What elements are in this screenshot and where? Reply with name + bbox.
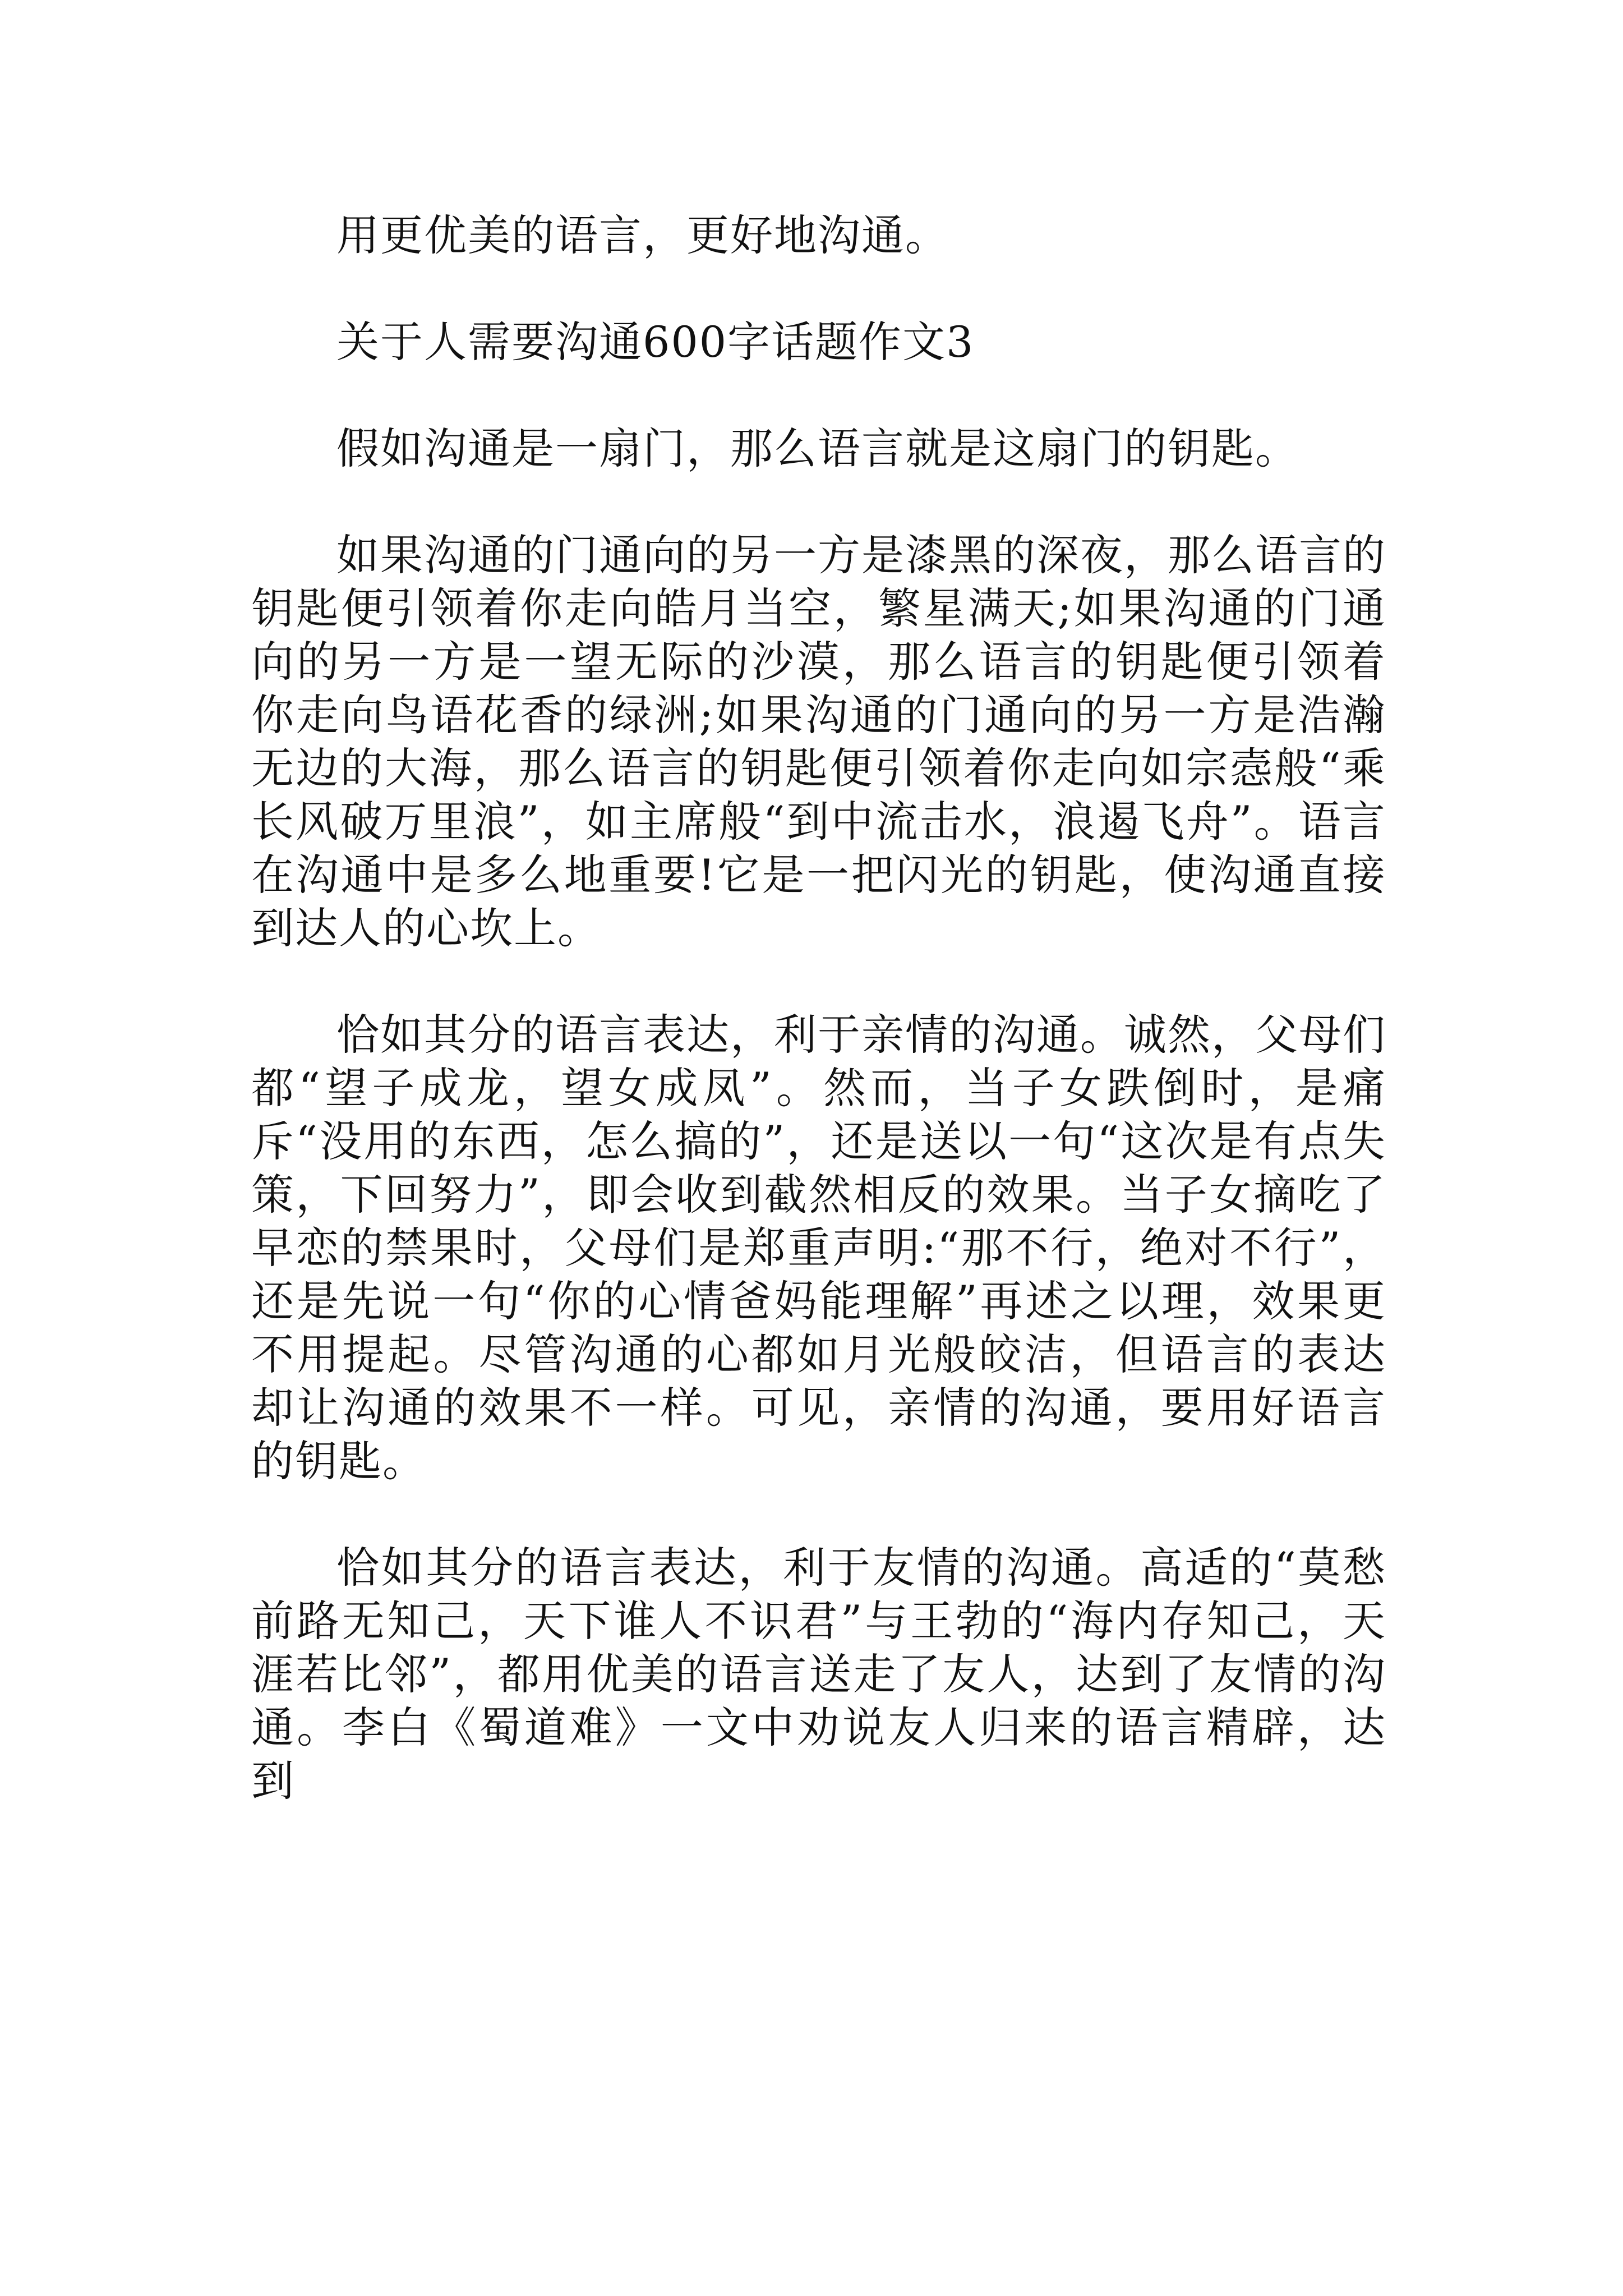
paragraph-6: 恰如其分的语言表达，利于友情的沟通。高适的“莫愁前路无知己，天下谁人不识君”与王勃的“海内存知己，天涯若比邻”，都用优美的语言送走了友人，达到了友情的沟通。李白《蜀道难》一文中劝说友人归来的语言精辟，达到 [251, 1543, 1386, 1806]
paragraph-4: 如果沟通的门通向的另一方是漆黑的深夜，那么语言的钥匙便引领着你走向皓月当空，繁星满天;如果沟通的门通向的另一方是一望无际的沙漠，那么语言的钥匙便引领着你走向鸟语花香的绿洲;如果沟通的门通向的另一方是浩瀚无边的大海，那么语言的钥匙便引领着你走向如宗悫般“乘长风破万里浪”，如主席般“到中流击水，浪遏飞舟”。语言在沟通中是多么地重要!它是一把闪光的钥匙，使沟通直接到达人的心坎上。 [251, 530, 1386, 953]
document-body [251, 209, 1386, 1807]
paragraph-5: 恰如其分的语言表达，利于亲情的沟通。诚然，父母们都“望子成龙，望女成凤”。然而，当子女跌倒时，是痛斥“没用的东西，怎么搞的”，还是送以一句“这次是有点失策，下回努力”，即会收到截然相反的效果。当子女摘吃了早恋的禁果时，父母们是郑重声明:“那不行，绝对不行”，还是先说一句“你的心情爸妈能理解”再述之以理，效果更不用提起。尽管沟通的心都如月光般皎洁，但语言的表达却让沟通的效果不一样。可见，亲情的沟通，要用好语言的钥匙。 [251, 1010, 1386, 1486]
paragraph-1: 用更优美的语言，更好地沟通。 [336, 210, 949, 260]
paragraph-3: 假如沟通是一扇门，那么语言就是这扇门的钥匙。 [336, 424, 1299, 473]
paragraph-2: 关于人需要沟通600字话题作文3 [336, 317, 975, 367]
